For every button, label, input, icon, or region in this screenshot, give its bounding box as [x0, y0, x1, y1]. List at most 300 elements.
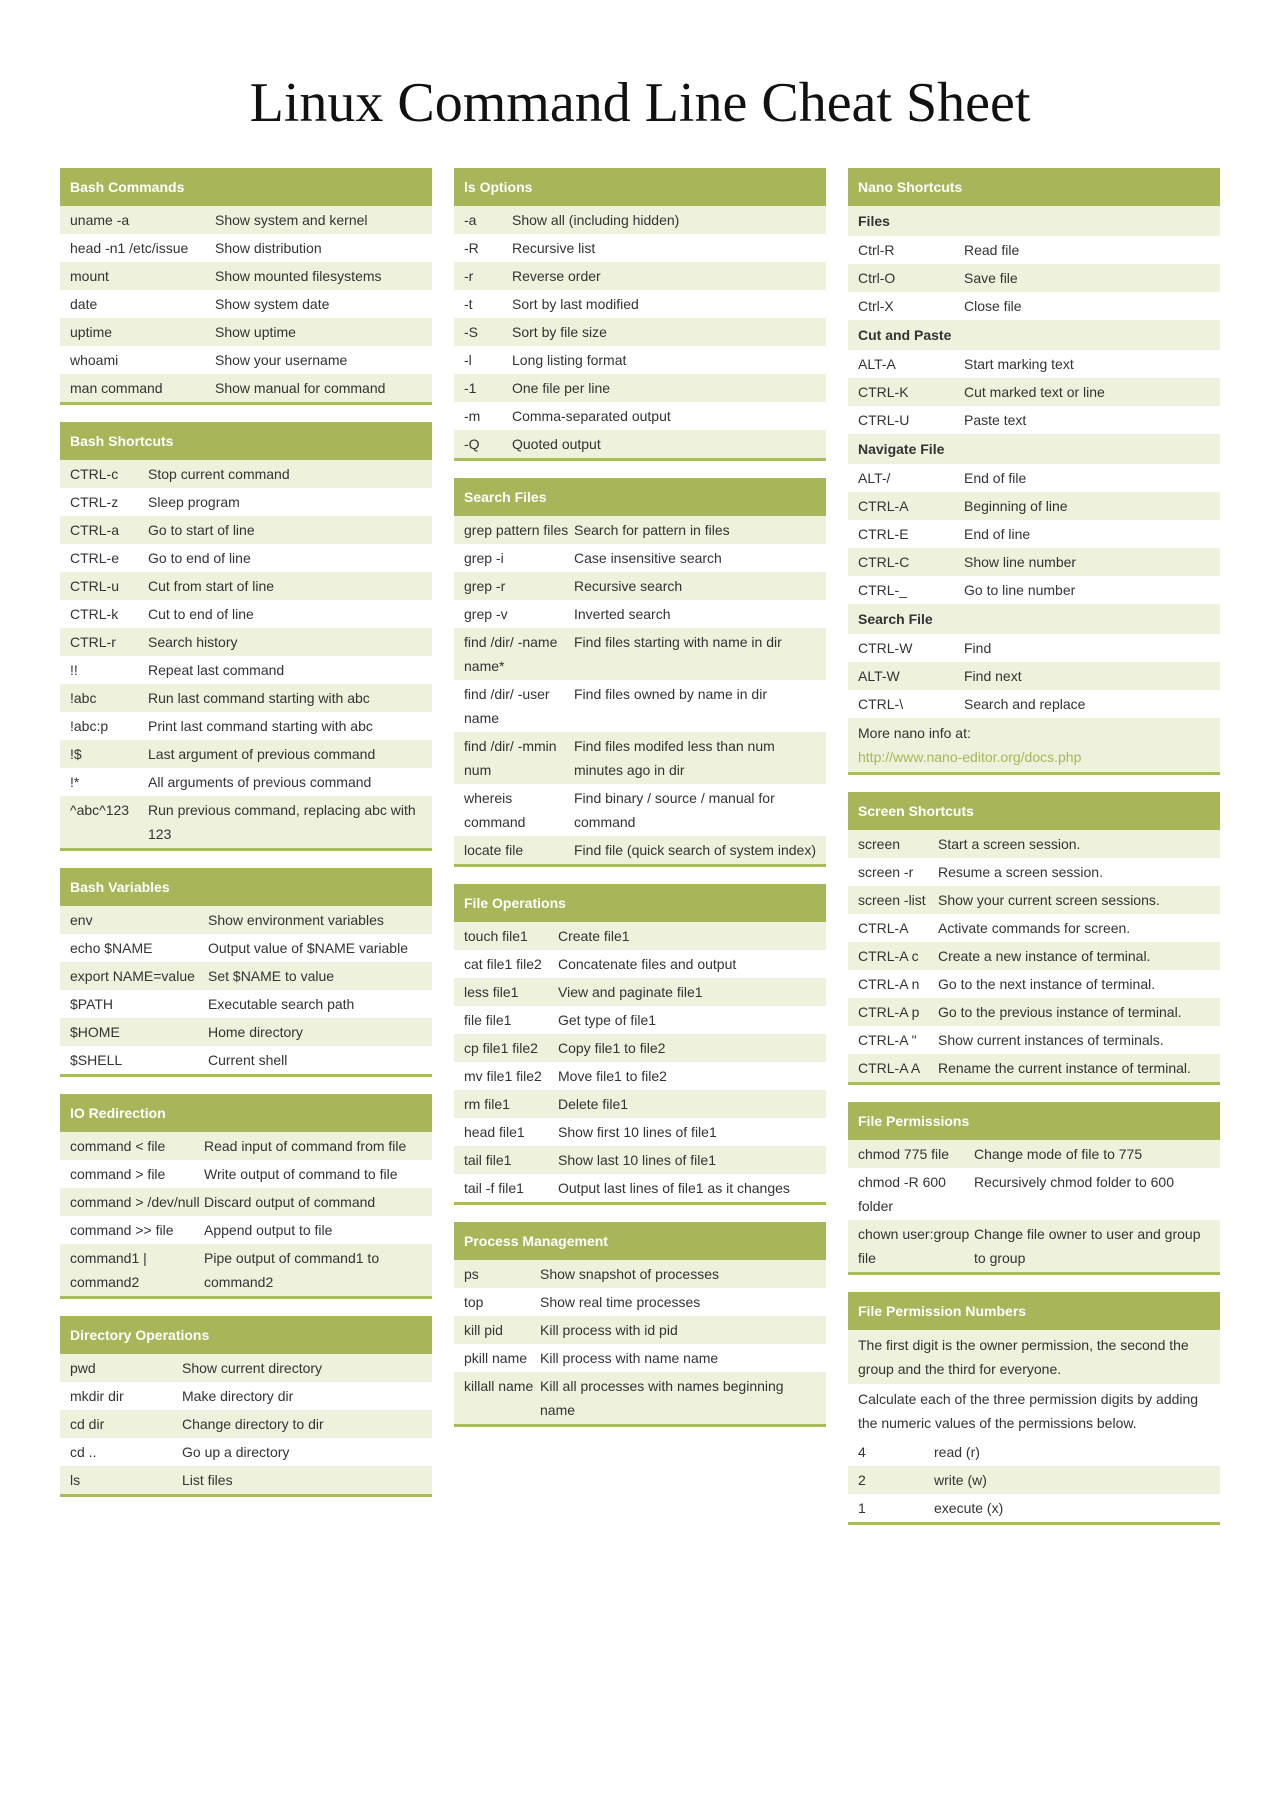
table-row	[60, 628, 432, 656]
command-cell: grep -r	[464, 578, 506, 594]
command-cell: kill pid	[464, 1322, 503, 1338]
command-cell: killall name	[464, 1378, 534, 1394]
command-cell: CTRL-K	[858, 384, 909, 400]
table-row	[60, 206, 432, 234]
table-row	[848, 1220, 1220, 1272]
command-cell: command > file	[70, 1166, 166, 1182]
table-row	[848, 1054, 1220, 1082]
sub-header: Files	[848, 206, 1220, 236]
command-cell: pwd	[70, 1360, 96, 1376]
table-row	[848, 406, 1220, 434]
table-row	[60, 1216, 432, 1244]
command-cell: whoami	[70, 352, 119, 368]
description-cell: Find file (quick search of system index)	[574, 842, 816, 858]
table-row	[454, 680, 826, 732]
section-header: Bash Variables	[60, 868, 432, 906]
table-row	[848, 1466, 1220, 1494]
table-row	[454, 1344, 826, 1372]
description-cell: Quoted output	[512, 436, 601, 452]
description-cell: Show uptime	[215, 324, 296, 340]
description-cell: Output last lines of file1 as it changes	[558, 1180, 790, 1196]
more-info-text	[848, 718, 1220, 772]
command-cell: command > /dev/null	[70, 1194, 200, 1210]
command-cell: chmod -R 600 folder	[858, 1174, 946, 1214]
table-row	[454, 206, 826, 234]
command-cell: whereis command	[464, 790, 526, 830]
command-cell: cp file1 file2	[464, 1040, 538, 1056]
nano-nav	[848, 464, 1220, 604]
command-cell: CTRL-A p	[858, 1004, 920, 1020]
section-header: ls Options	[454, 168, 826, 206]
description-cell: Go to the previous instance of terminal.	[938, 1004, 1182, 1020]
description-cell: Paste text	[964, 412, 1027, 428]
command-cell: mkdir dir	[70, 1388, 124, 1404]
table-row	[454, 234, 826, 262]
description-cell: One file per line	[512, 380, 611, 396]
section-directory-operations	[60, 1316, 432, 1497]
description-cell: Rename the current instance of terminal.	[938, 1060, 1191, 1076]
description-cell: Find	[964, 640, 992, 656]
table-row	[60, 1046, 432, 1074]
command-cell: tail file1	[464, 1152, 512, 1168]
command-cell: !!	[70, 662, 78, 678]
table-row	[60, 1382, 432, 1410]
description-cell: Sort by last modified	[512, 296, 639, 312]
description-cell: Sort by file size	[512, 324, 607, 340]
table-row	[848, 998, 1220, 1026]
command-cell: find /dir/ -mmin num	[464, 738, 557, 778]
table-row	[848, 378, 1220, 406]
table-row	[60, 656, 432, 684]
section-file-operations	[454, 884, 826, 1205]
description-cell: Save file	[964, 270, 1018, 286]
command-cell: 1	[858, 1500, 866, 1516]
command-cell: ^abc^123	[70, 802, 130, 818]
description-cell: Show your current screen sessions.	[938, 892, 1160, 908]
description-cell: Search for pattern in files	[574, 522, 730, 538]
description-cell: Go to end of line	[148, 550, 251, 566]
description-cell: Sleep program	[148, 494, 240, 510]
command-cell: env	[70, 912, 93, 928]
table-row	[454, 950, 826, 978]
table-row	[60, 262, 432, 290]
description-cell: Find files starting with name in dir	[574, 634, 782, 650]
description-cell: All arguments of previous command	[148, 774, 372, 790]
table-row	[848, 690, 1220, 718]
section-header: Process Management	[454, 1222, 826, 1260]
command-cell: CTRL-\	[858, 696, 904, 712]
description-cell: Discard output of command	[204, 1194, 376, 1210]
description-cell: Case insensitive search	[574, 550, 722, 566]
nano-search	[848, 634, 1220, 718]
command-cell: rm file1	[464, 1096, 510, 1112]
command-cell: 4	[858, 1444, 866, 1460]
table-row	[454, 374, 826, 402]
column-middle	[454, 168, 826, 1542]
command-cell: screen -r	[858, 864, 914, 880]
columns	[60, 168, 1220, 1542]
section-header: IO Redirection	[60, 1094, 432, 1132]
table-row	[848, 464, 1220, 492]
command-cell: tail -f file1	[464, 1180, 524, 1196]
description-cell: Recursively chmod folder to 600	[974, 1174, 1174, 1190]
command-cell: screen -list	[858, 892, 926, 908]
section-header: Bash Commands	[60, 168, 432, 206]
table-row	[60, 1132, 432, 1160]
command-cell: export NAME=value	[70, 968, 195, 984]
table-row	[60, 768, 432, 796]
command-cell: cat file1 file2	[464, 956, 542, 972]
table-row	[454, 1288, 826, 1316]
table-row	[60, 740, 432, 768]
table-row	[60, 346, 432, 374]
table-row	[454, 572, 826, 600]
command-cell: CTRL-W	[858, 640, 913, 656]
table-row	[60, 1160, 432, 1188]
description-cell: Change mode of file to 775	[974, 1146, 1143, 1162]
table-row	[454, 784, 826, 836]
description-cell: Cut from start of line	[148, 578, 275, 594]
command-cell: ALT-/	[858, 470, 891, 486]
command-cell: -r	[464, 268, 474, 284]
description-cell: End of file	[964, 470, 1027, 486]
command-cell: 2	[858, 1472, 866, 1488]
table-row	[454, 1260, 826, 1288]
table-row	[454, 1034, 826, 1062]
description-cell: Kill all processes with names beginning name	[540, 1378, 784, 1418]
section-file-permission-numbers	[848, 1292, 1220, 1525]
command-cell: -Q	[464, 436, 480, 452]
command-cell: CTRL-U	[858, 412, 910, 428]
command-cell: CTRL-r	[70, 634, 116, 650]
description-cell: write (w)	[934, 1472, 987, 1488]
description-cell: Set $NAME to value	[208, 968, 335, 984]
command-cell: head file1	[464, 1124, 525, 1140]
description-cell: Find files modifed less than num minutes ago in dir	[574, 738, 775, 778]
command-cell: man command	[70, 380, 163, 396]
page-title: Linux Command Line Cheat Sheet	[249, 72, 1031, 134]
description-cell: Change directory to dir	[182, 1416, 324, 1432]
table-row	[454, 836, 826, 864]
description-cell: Create a new instance of terminal.	[938, 948, 1151, 964]
command-cell: pkill name	[464, 1350, 528, 1366]
table-row	[60, 516, 432, 544]
description-cell: Activate commands for screen.	[938, 920, 1131, 936]
command-cell: grep pattern files	[464, 522, 569, 538]
section-header: Search Files	[454, 478, 826, 516]
table-row	[454, 978, 826, 1006]
description-cell: Show system and kernel	[215, 212, 368, 228]
table-row	[454, 1006, 826, 1034]
table-row	[454, 346, 826, 374]
command-cell: !abc	[70, 690, 97, 706]
description-cell: Go to the next instance of terminal.	[938, 976, 1156, 992]
table-row	[60, 1244, 432, 1296]
command-cell: grep -i	[464, 550, 504, 566]
command-cell: CTRL-A A	[858, 1060, 921, 1076]
command-cell: -t	[464, 296, 473, 312]
description-cell: Search and replace	[964, 696, 1086, 712]
command-cell: CTRL-A	[858, 498, 909, 514]
table-row	[60, 1188, 432, 1216]
command-cell: uname -a	[70, 212, 130, 228]
table-row	[848, 886, 1220, 914]
description-cell: Search history	[148, 634, 238, 650]
description-cell: Inverted search	[574, 606, 671, 622]
sub-header: Navigate File	[848, 434, 1220, 464]
table-row	[60, 684, 432, 712]
description-cell: Show current directory	[182, 1360, 323, 1376]
command-cell: CTRL-a	[70, 522, 120, 538]
description-cell: Repeat last command	[148, 662, 285, 678]
command-cell: grep -v	[464, 606, 508, 622]
table-row	[848, 264, 1220, 292]
description-cell: Make directory dir	[182, 1388, 294, 1404]
description-cell: Recursive search	[574, 578, 683, 594]
description-cell: Beginning of line	[964, 498, 1068, 514]
command-cell: Ctrl-R	[858, 242, 895, 258]
table-row	[848, 1140, 1220, 1168]
command-cell: echo $NAME	[70, 940, 153, 956]
command-cell: !$	[70, 746, 82, 762]
table-row	[454, 1174, 826, 1202]
table-row	[848, 548, 1220, 576]
table-row	[60, 1354, 432, 1382]
table-row	[454, 1090, 826, 1118]
column-left	[60, 168, 432, 1542]
command-cell: command < file	[70, 1138, 166, 1154]
section-header: File Operations	[454, 884, 826, 922]
command-cell: mount	[70, 268, 109, 284]
section-bash-shortcuts	[60, 422, 432, 851]
table-row	[848, 1494, 1220, 1522]
description-cell: Show real time processes	[540, 1294, 701, 1310]
table-row	[60, 962, 432, 990]
command-cell: Ctrl-X	[858, 298, 894, 314]
description-cell: Comma-separated output	[512, 408, 671, 424]
table-row	[454, 628, 826, 680]
command-cell: CTRL-E	[858, 526, 909, 542]
section-header: Nano Shortcuts	[848, 168, 1220, 206]
table-row	[60, 290, 432, 318]
table-row	[848, 236, 1220, 264]
description-cell: Show line number	[964, 554, 1077, 570]
command-cell: $PATH	[70, 996, 114, 1012]
nano-files	[848, 236, 1220, 320]
command-cell: $HOME	[70, 1024, 120, 1040]
table-row	[848, 662, 1220, 690]
description-cell: Create file1	[558, 928, 630, 944]
command-cell: chmod 775 file	[858, 1146, 950, 1162]
table-row	[848, 942, 1220, 970]
table-row	[60, 572, 432, 600]
command-cell: head -n1 /etc/issue	[70, 240, 189, 256]
description-cell: Find binary / source / manual for command	[574, 790, 775, 830]
section-file-permissions	[848, 1102, 1220, 1275]
table-row	[848, 1026, 1220, 1054]
description-cell: Append output to file	[204, 1222, 333, 1238]
command-cell: ls	[70, 1472, 81, 1488]
description-cell: execute (x)	[934, 1500, 1004, 1516]
description-cell: Print last command starting with abc	[148, 718, 373, 734]
command-cell: find /dir/ -name name*	[464, 634, 558, 674]
table-row	[454, 1316, 826, 1344]
table-row	[454, 732, 826, 784]
description-cell: read (r)	[934, 1444, 980, 1460]
description-cell: Home directory	[208, 1024, 303, 1040]
command-cell: cd ..	[70, 1444, 97, 1460]
table-row	[60, 1018, 432, 1046]
table-row	[454, 262, 826, 290]
command-cell: CTRL-z	[70, 494, 119, 510]
table-row	[454, 600, 826, 628]
description-cell: Cut to end of line	[148, 606, 254, 622]
description-cell: Show all (including hidden)	[512, 212, 680, 228]
more-info-label: More nano info at:	[858, 725, 971, 741]
description-cell: Concatenate files and output	[558, 956, 737, 972]
description-cell: Last argument of previous command	[148, 746, 376, 762]
description-cell: Show first 10 lines of file1	[558, 1124, 717, 1140]
description-cell: Close file	[964, 298, 1022, 314]
section-ls-options	[454, 168, 826, 461]
table-row	[454, 922, 826, 950]
section-header: Bash Shortcuts	[60, 422, 432, 460]
command-cell: uptime	[70, 324, 113, 340]
description-cell: Output value of $NAME variable	[208, 940, 408, 956]
command-cell: !abc:p	[70, 718, 109, 734]
command-cell: mv file1 file2	[464, 1068, 542, 1084]
description-cell: Copy file1 to file2	[558, 1040, 666, 1056]
command-cell: $SHELL	[70, 1052, 123, 1068]
description-cell: Delete file1	[558, 1096, 629, 1112]
description-cell: Show last 10 lines of file1	[558, 1152, 716, 1168]
description-cell: Show current instances of terminals.	[938, 1032, 1164, 1048]
command-cell: CTRL-e	[70, 550, 120, 566]
description-cell: Show manual for command	[215, 380, 386, 396]
description-cell: Read input of command from file	[204, 1138, 407, 1154]
table-row	[454, 318, 826, 346]
command-cell: top	[464, 1294, 484, 1310]
command-cell: CTRL-_	[858, 582, 908, 598]
permission-note: The first digit is the owner permission, the second the group and the third for everyone.	[848, 1330, 1220, 1384]
table-row	[60, 234, 432, 262]
table-row	[848, 350, 1220, 378]
table-row	[848, 914, 1220, 942]
description-cell: List files	[182, 1472, 233, 1488]
command-cell: -m	[464, 408, 481, 424]
description-cell: Go to line number	[964, 582, 1076, 598]
table-row	[454, 516, 826, 544]
command-cell: ps	[464, 1266, 479, 1282]
description-cell: Show distribution	[215, 240, 322, 256]
description-cell: Go to start of line	[148, 522, 255, 538]
table-row	[848, 576, 1220, 604]
description-cell: Resume a screen session.	[938, 864, 1103, 880]
section-header: Screen Shortcuts	[848, 792, 1220, 830]
command-cell: Ctrl-O	[858, 270, 896, 286]
table-row	[60, 1410, 432, 1438]
table-row	[848, 492, 1220, 520]
sub-header: Search File	[848, 604, 1220, 634]
description-cell: Recursive list	[512, 240, 596, 256]
description-cell: Executable search path	[208, 996, 355, 1012]
permission-numbers	[848, 1438, 1220, 1522]
description-cell: Reverse order	[512, 268, 601, 284]
table-row	[454, 430, 826, 458]
description-cell: Show environment variables	[208, 912, 384, 928]
table-row	[60, 488, 432, 516]
description-cell: Get type of file1	[558, 1012, 657, 1028]
table-row	[454, 402, 826, 430]
table-row	[60, 796, 432, 848]
description-cell: Pipe output of command1 to command2	[204, 1250, 380, 1290]
description-cell: Start a screen session.	[938, 836, 1081, 852]
section-header: Directory Operations	[60, 1316, 432, 1354]
description-cell: Long listing format	[512, 352, 627, 368]
nano-cut	[848, 350, 1220, 434]
command-cell: -1	[464, 380, 477, 396]
table-row	[848, 520, 1220, 548]
table-row	[60, 934, 432, 962]
table-row	[60, 1466, 432, 1494]
description-cell: Kill process with name name	[540, 1350, 719, 1366]
table-row	[454, 1062, 826, 1090]
nano-docs-link[interactable]: http://www.nano-editor.org/docs.php	[858, 749, 1082, 765]
command-cell: ALT-A	[858, 356, 896, 372]
command-cell: CTRL-k	[70, 606, 119, 622]
command-cell: CTRL-u	[70, 578, 120, 594]
command-cell: CTRL-c	[70, 466, 119, 482]
command-cell: CTRL-A	[858, 920, 909, 936]
command-cell: CTRL-A c	[858, 948, 919, 964]
sub-header: Cut and Paste	[848, 320, 1220, 350]
table-row	[848, 1168, 1220, 1220]
command-cell: !*	[70, 774, 80, 790]
description-cell: Go up a directory	[182, 1444, 290, 1460]
table-row	[848, 830, 1220, 858]
description-cell: Show your username	[215, 352, 348, 368]
command-cell: less file1	[464, 984, 519, 1000]
command-cell: chown user:group file	[858, 1226, 970, 1266]
command-cell: ALT-W	[858, 668, 900, 684]
section-header: File Permission Numbers	[848, 1292, 1220, 1330]
command-cell: -S	[464, 324, 478, 340]
section-io-redirection	[60, 1094, 432, 1299]
command-cell: touch file1	[464, 928, 528, 944]
description-cell: Read file	[964, 242, 1020, 258]
description-cell: End of line	[964, 526, 1031, 542]
description-cell: Start marking text	[964, 356, 1074, 372]
table-row	[848, 1438, 1220, 1466]
table-row	[60, 544, 432, 572]
description-cell: Find next	[964, 668, 1022, 684]
description-cell: Show snapshot of processes	[540, 1266, 719, 1282]
table-row	[454, 544, 826, 572]
table-row	[848, 634, 1220, 662]
table-row	[60, 1438, 432, 1466]
command-cell: -a	[464, 212, 477, 228]
table-row	[60, 906, 432, 934]
description-cell: Run previous command, replacing abc with 123	[148, 802, 416, 842]
table-row	[60, 712, 432, 740]
section-bash-variables	[60, 868, 432, 1077]
command-cell: date	[70, 296, 98, 312]
command-cell: -R	[464, 240, 479, 256]
table-row	[848, 970, 1220, 998]
table-row	[454, 1118, 826, 1146]
command-cell: -l	[464, 352, 472, 368]
table-row	[60, 990, 432, 1018]
